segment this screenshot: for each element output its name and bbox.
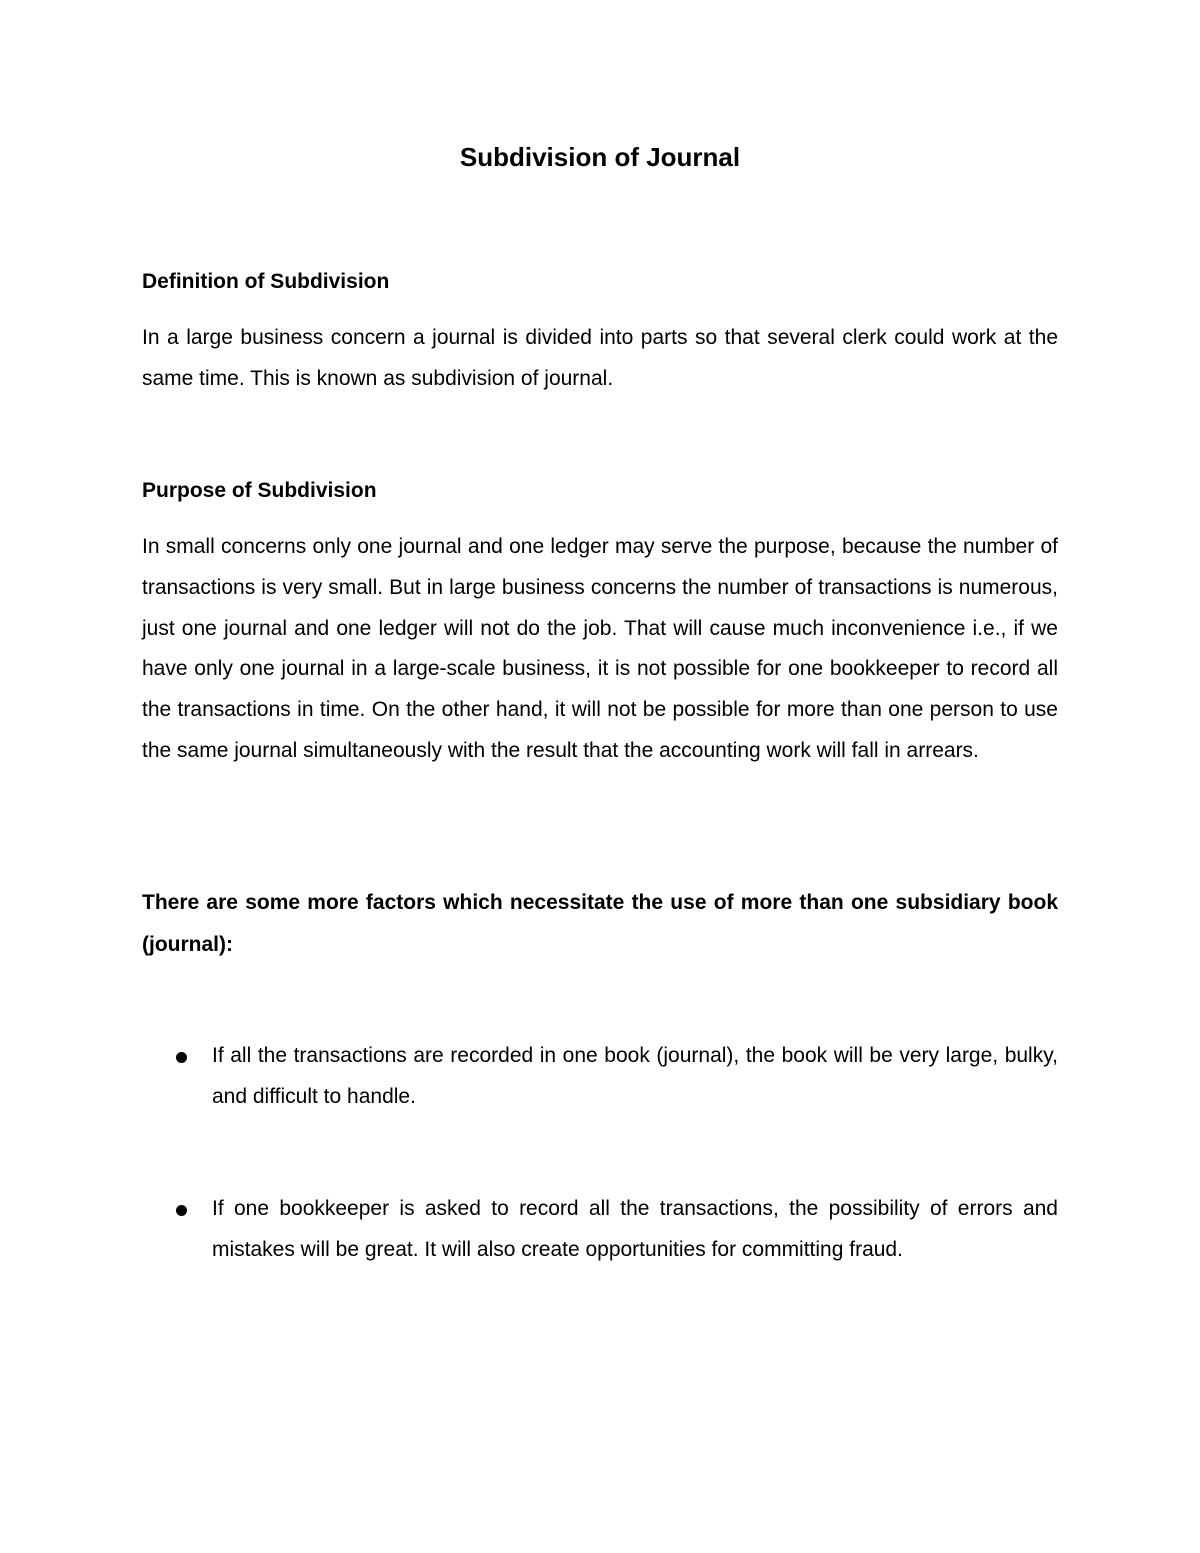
page-title: Subdivision of Journal (459, 142, 741, 172)
list-item-text: If one bookkeeper is asked to record all the transactions, the possibility of errors and mistakes will be great. It will also create opportunities for committing fraud. (212, 1197, 1058, 1261)
factors-intro: There are some more factors which necessitate the use of more than one subsidiary book (journal): (142, 891, 1058, 956)
list-item (142, 1189, 1058, 1271)
bullet-icon (176, 1205, 187, 1216)
section-paragraph-purpose: In small concerns only one journal and one ledger may serve the purpose, because the number of transactions is very small. But in large business concerns the number of transactions is numerous, just one journal and one ledger will not do the job. That will cause much inconvenience i.e., if we have only one journal in a large-scale business, it is not possible for one bookkeeper to record all the transactions in time. On the other hand, it will not be possible for more than one person to use the same journal simultaneously with the result that the accounting work will fall in arrears. (142, 535, 1058, 762)
list-item-text: If all the transactions are recorded in one book (journal), the book will be very large, bulky, and difficult to handle. (212, 1044, 1058, 1108)
bullet-icon (176, 1052, 187, 1063)
list-item (142, 1036, 1058, 1118)
section-heading-purpose: Purpose of Subdivision (142, 479, 377, 502)
section-paragraph-definition: In a large business concern a journal is divided into parts so that several clerk could work at the same time. This is known as subdivision of journal. (142, 326, 1058, 390)
section-heading-definition: Definition of Subdivision (142, 270, 390, 293)
